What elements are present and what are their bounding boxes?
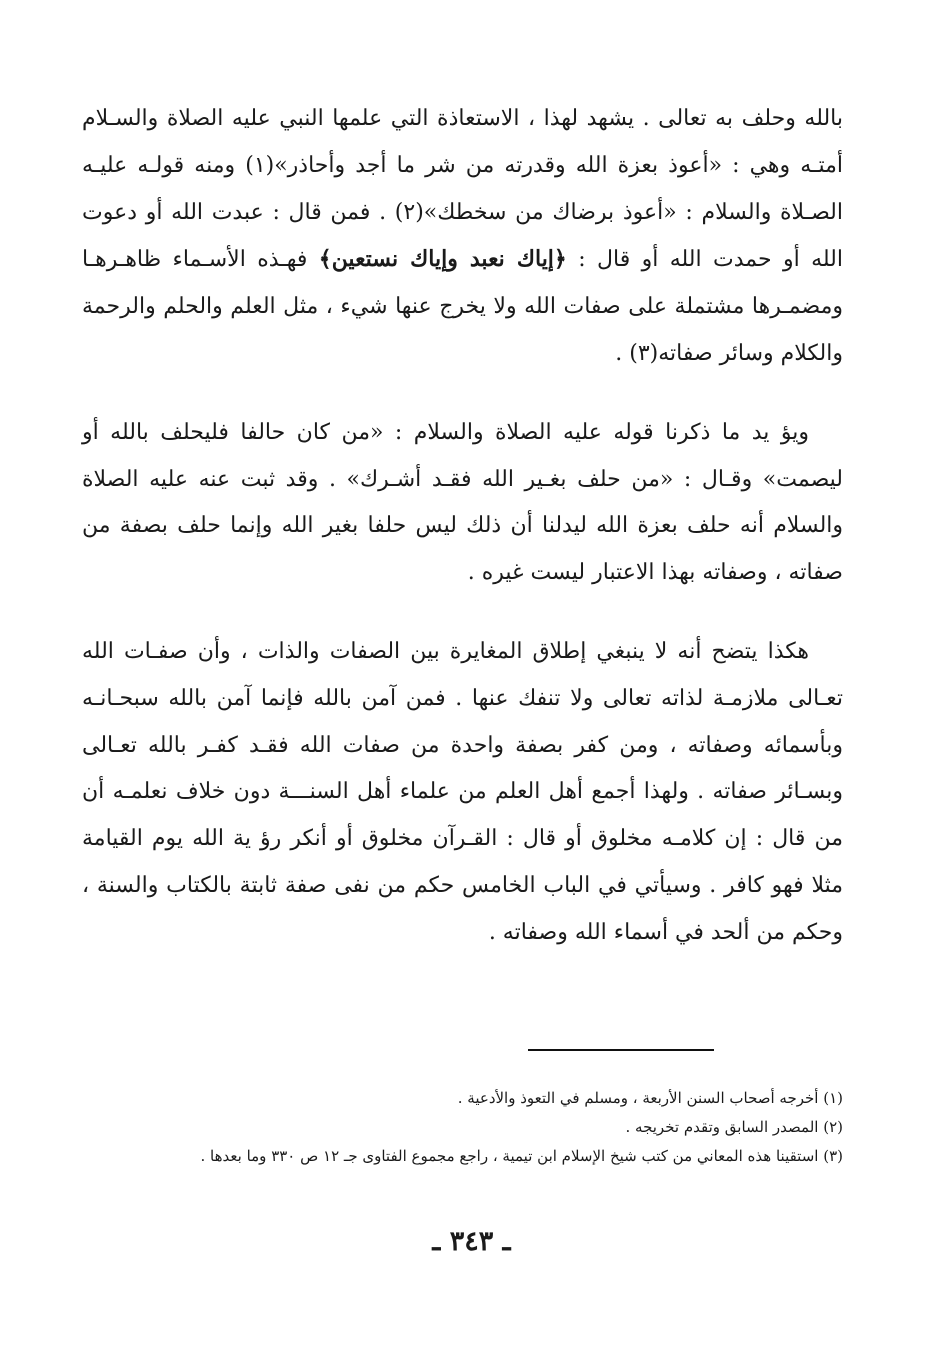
footnote-2: (٢) المصدر السابق وتقدم تخريجه . — [625, 1118, 843, 1136]
paragraph-3 — [82, 629, 843, 957]
text-line: وإنما حلف بصفة من صفاته ، وصفاته بهذا الاعتبار ليست غيره . — [82, 513, 843, 586]
text-line: عليه الصلاة والسلام أنه حلف بعزة الله ليدلنا أن ذلك ليس حلفا بغير الله — [82, 466, 844, 539]
text-line: قولـه عليـه الصـلاة والسلام : «أعوذ برضاك من سخطك»(٢) . فمن قال : — [82, 152, 843, 225]
text-line: ويؤ يد ما ذكرنا قوله عليه الصلاة والسلام : «من كان حالفا فليحلف — [160, 419, 809, 445]
text-line: بالله وحلف به تعالى . يشهد لهذا ، الاستعاذة التي علمها النبي عليه الصلاة — [166, 106, 844, 131]
footnotes — [80, 1084, 843, 1171]
footnote-1: (١) أخرجه أصحاب السنن الأربعة ، ومسلم في التعوذ والأدعية . — [457, 1089, 843, 1107]
text-line: بالله أو ليصمت» وقـال : «من حلف بغـير الله فقـد أشـرك» . وقد ثبت عنه — [82, 419, 843, 492]
text-line: مخلوق أو أنكر رؤ ية الله يوم القيامة مثلا فهو كافر . وسيأتي في الباب الخامس — [82, 826, 844, 898]
text-line: وصفاته . — [488, 919, 568, 945]
text-line: فهـذه الأسـماء ظاهـرهـا ومضمـرها مشتملة على صفات الله ولا يخرج عنها — [82, 247, 843, 320]
text-line: شيء ، مثل العلم والحلم والرحمة والكلام وسائر صفاته(٣) . — [82, 294, 843, 366]
footnote-separator — [528, 1049, 714, 1051]
text-line: والسـلام أمتـه وهي : «أعوذ بعزة الله وقدرته من شر ما أجد وأحاذر»(١) ومنه — [82, 106, 844, 178]
text-line: فقـد كفـر بالله تعـالى وبسـائر صفاته . ولهذا أجمع أهل العلم من علماء أهل — [82, 732, 843, 805]
text-line: عبدت الله أو دعوت الله أو حمدت الله أو قال : — [82, 199, 843, 273]
text-line: السنـــة دون خلاف نعلمـه أن من قال : إن كلامـه مخلوق أو قال : القـرآن — [82, 779, 844, 852]
main-text — [82, 96, 843, 957]
paragraph-2 — [82, 410, 843, 597]
text-line: صفـات الله تعـالى ملازمـة لذاته تعالى ولا تنفك عنها . فمن آمن بالله فإنما — [82, 638, 844, 711]
paragraph-1 — [82, 96, 843, 378]
text-line: آمن بالله سبحـانـه وبأسمائه وصفاته ، ومن كفر بصفة واحدة من صفات الله — [82, 685, 843, 758]
page-number: ـ ٣٤٣ ـ — [432, 1226, 511, 1257]
quran-verse: ﴿إياك نعبد وإياك نستعين﴾ — [318, 246, 567, 273]
footnote-3: (٣) استقينا هذه المعاني من كتب شيخ الإسلام ابن تيمية ، راجع مجموع الفتاوى جـ ١٢ ص ٣٣٠ وما بعدها . — [200, 1147, 843, 1165]
text-line: هكذا يتضح أنه لا ينبغي إطلاق المغايرة بين الصفات والذات ، وأن — [197, 638, 810, 664]
text-line: حكم من نفى صفة ثابتة بالكتاب والسنة ، وحكم من ألحد في أسماء الله — [82, 872, 843, 945]
